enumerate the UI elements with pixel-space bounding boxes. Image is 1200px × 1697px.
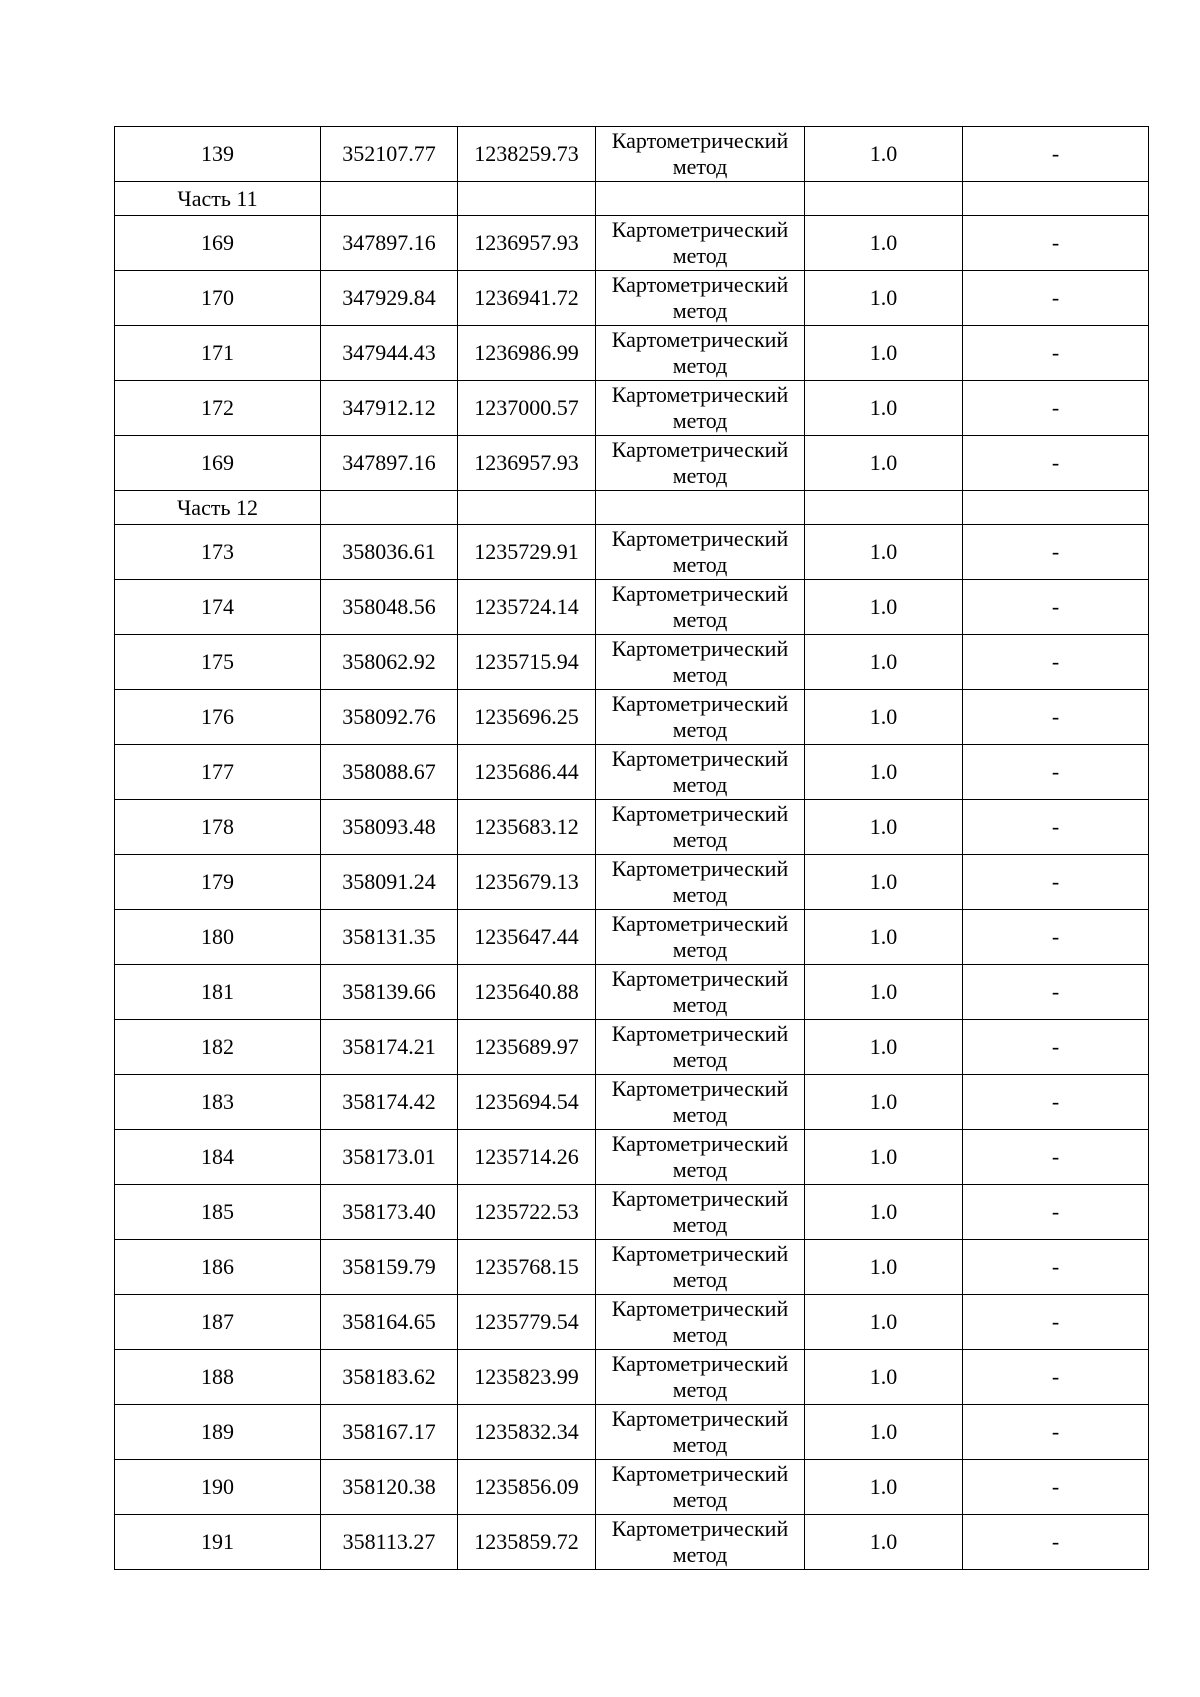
section-header-row — [115, 182, 1149, 216]
method-cell — [596, 381, 805, 436]
method-text-line2: метод — [672, 937, 728, 962]
method-text-line2: метод — [672, 1487, 728, 1512]
note-cell: - — [963, 326, 1149, 381]
table-row — [115, 127, 1149, 182]
y-coordinate-cell: 1235694.54 — [458, 1075, 596, 1130]
table-row — [115, 1130, 1149, 1185]
method-cell — [596, 965, 805, 1020]
point-number-cell: 172 — [115, 381, 321, 436]
method-cell — [596, 635, 805, 690]
accuracy-cell: 1.0 — [805, 436, 963, 491]
note-cell: - — [963, 745, 1149, 800]
accuracy-cell: 1.0 — [805, 635, 963, 690]
y-coordinate-cell: 1236986.99 — [458, 326, 596, 381]
x-coordinate-cell: 358173.01 — [321, 1130, 458, 1185]
method-text-line2: метод — [672, 1322, 728, 1347]
x-coordinate-cell: 358062.92 — [321, 635, 458, 690]
x-coordinate-cell: 358113.27 — [321, 1515, 458, 1570]
table-row — [115, 580, 1149, 635]
accuracy-cell: 1.0 — [805, 216, 963, 271]
method-text-line2: метод — [672, 607, 728, 632]
method-text-line1: Картометрический — [611, 911, 789, 936]
accuracy-cell: 1.0 — [805, 1405, 963, 1460]
point-number-cell: 179 — [115, 855, 321, 910]
method-text-line1: Картометрический — [611, 1241, 789, 1266]
point-number-cell: 187 — [115, 1295, 321, 1350]
point-number-cell: 188 — [115, 1350, 321, 1405]
accuracy-cell: 1.0 — [805, 745, 963, 800]
note-cell: - — [963, 127, 1149, 182]
method-cell — [596, 216, 805, 271]
table-row — [115, 1350, 1149, 1405]
point-number-cell: 175 — [115, 635, 321, 690]
method-cell — [596, 855, 805, 910]
method-text-line1: Картометрический — [611, 636, 789, 661]
section-header-row — [115, 491, 1149, 525]
method-cell — [596, 326, 805, 381]
empty-cell — [321, 182, 458, 216]
point-number-cell: 183 — [115, 1075, 321, 1130]
empty-cell — [321, 491, 458, 525]
method-text-line1: Картометрический — [611, 1076, 789, 1101]
method-cell — [596, 1405, 805, 1460]
method-text-line2: метод — [672, 154, 728, 179]
y-coordinate-cell: 1235689.97 — [458, 1020, 596, 1075]
y-coordinate-cell: 1235768.15 — [458, 1240, 596, 1295]
y-coordinate-cell: 1235729.91 — [458, 525, 596, 580]
accuracy-cell: 1.0 — [805, 271, 963, 326]
accuracy-cell: 1.0 — [805, 690, 963, 745]
empty-cell — [963, 182, 1149, 216]
method-text-line1: Картометрический — [611, 1461, 789, 1486]
method-text-line1: Картометрический — [611, 1351, 789, 1376]
point-number-cell: 182 — [115, 1020, 321, 1075]
table-row — [115, 910, 1149, 965]
method-cell — [596, 1515, 805, 1570]
point-number-cell: 186 — [115, 1240, 321, 1295]
method-text-line2: метод — [672, 1432, 728, 1457]
section-label: Часть 11 — [115, 182, 321, 216]
method-text-line2: метод — [672, 882, 728, 907]
accuracy-cell: 1.0 — [805, 1350, 963, 1405]
table-row — [115, 436, 1149, 491]
y-coordinate-cell: 1236957.93 — [458, 436, 596, 491]
table-row — [115, 745, 1149, 800]
method-text-line1: Картометрический — [611, 1021, 789, 1046]
method-cell — [596, 1130, 805, 1185]
point-number-cell: 177 — [115, 745, 321, 800]
x-coordinate-cell: 347944.43 — [321, 326, 458, 381]
accuracy-cell: 1.0 — [805, 1515, 963, 1570]
y-coordinate-cell: 1235640.88 — [458, 965, 596, 1020]
table-row — [115, 635, 1149, 690]
accuracy-cell: 1.0 — [805, 127, 963, 182]
accuracy-cell: 1.0 — [805, 580, 963, 635]
accuracy-cell: 1.0 — [805, 855, 963, 910]
y-coordinate-cell: 1235714.26 — [458, 1130, 596, 1185]
accuracy-cell: 1.0 — [805, 525, 963, 580]
x-coordinate-cell: 358091.24 — [321, 855, 458, 910]
note-cell: - — [963, 855, 1149, 910]
x-coordinate-cell: 358131.35 — [321, 910, 458, 965]
point-number-cell: 139 — [115, 127, 321, 182]
method-text-line2: метод — [672, 1157, 728, 1182]
accuracy-cell: 1.0 — [805, 326, 963, 381]
method-cell — [596, 1185, 805, 1240]
empty-cell — [458, 182, 596, 216]
accuracy-cell: 1.0 — [805, 1020, 963, 1075]
method-cell — [596, 1240, 805, 1295]
y-coordinate-cell: 1235679.13 — [458, 855, 596, 910]
note-cell: - — [963, 1460, 1149, 1515]
method-text-line2: метод — [672, 353, 728, 378]
note-cell: - — [963, 965, 1149, 1020]
table-row — [115, 1020, 1149, 1075]
accuracy-cell: 1.0 — [805, 381, 963, 436]
x-coordinate-cell: 358139.66 — [321, 965, 458, 1020]
method-cell — [596, 690, 805, 745]
method-text-line1: Картометрический — [611, 1516, 789, 1541]
empty-cell — [805, 182, 963, 216]
method-text-line1: Картометрический — [611, 1406, 789, 1431]
table-row — [115, 690, 1149, 745]
y-coordinate-cell: 1235832.34 — [458, 1405, 596, 1460]
method-cell — [596, 745, 805, 800]
note-cell: - — [963, 216, 1149, 271]
x-coordinate-cell: 352107.77 — [321, 127, 458, 182]
point-number-cell: 190 — [115, 1460, 321, 1515]
method-cell — [596, 1295, 805, 1350]
note-cell: - — [963, 580, 1149, 635]
x-coordinate-cell: 347897.16 — [321, 216, 458, 271]
method-cell — [596, 580, 805, 635]
empty-cell — [805, 491, 963, 525]
x-coordinate-cell: 358164.65 — [321, 1295, 458, 1350]
x-coordinate-cell: 358174.21 — [321, 1020, 458, 1075]
empty-cell — [458, 491, 596, 525]
accuracy-cell: 1.0 — [805, 1295, 963, 1350]
point-number-cell: 169 — [115, 436, 321, 491]
method-text-line1: Картометрический — [611, 856, 789, 881]
method-text-line2: метод — [672, 1047, 728, 1072]
table-row — [115, 1405, 1149, 1460]
method-cell — [596, 1020, 805, 1075]
method-cell — [596, 1075, 805, 1130]
method-text-line1: Картометрический — [611, 526, 789, 551]
note-cell: - — [963, 910, 1149, 965]
method-text-line1: Картометрический — [611, 801, 789, 826]
method-text-line1: Картометрический — [611, 746, 789, 771]
x-coordinate-cell: 358036.61 — [321, 525, 458, 580]
accuracy-cell: 1.0 — [805, 1130, 963, 1185]
table-row — [115, 216, 1149, 271]
note-cell: - — [963, 690, 1149, 745]
method-text-line1: Картометрический — [611, 1296, 789, 1321]
y-coordinate-cell: 1235859.72 — [458, 1515, 596, 1570]
method-text-line1: Картометрический — [611, 966, 789, 991]
x-coordinate-cell: 358173.40 — [321, 1185, 458, 1240]
method-text-line1: Картометрический — [611, 382, 789, 407]
accuracy-cell: 1.0 — [805, 1075, 963, 1130]
method-cell — [596, 271, 805, 326]
point-number-cell: 185 — [115, 1185, 321, 1240]
method-text-line1: Картометрический — [611, 1186, 789, 1211]
method-text-line2: метод — [672, 1267, 728, 1292]
method-text-line2: метод — [672, 1542, 728, 1567]
section-label: Часть 12 — [115, 491, 321, 525]
note-cell: - — [963, 1130, 1149, 1185]
y-coordinate-cell: 1235647.44 — [458, 910, 596, 965]
method-text-line1: Картометрический — [611, 128, 789, 153]
y-coordinate-cell: 1235683.12 — [458, 800, 596, 855]
note-cell: - — [963, 800, 1149, 855]
point-number-cell: 169 — [115, 216, 321, 271]
empty-cell — [596, 182, 805, 216]
y-coordinate-cell: 1235823.99 — [458, 1350, 596, 1405]
point-number-cell: 174 — [115, 580, 321, 635]
table-row — [115, 1460, 1149, 1515]
coordinates-table — [114, 126, 1149, 1570]
accuracy-cell: 1.0 — [805, 965, 963, 1020]
table-row — [115, 1185, 1149, 1240]
method-text-line2: метод — [672, 1212, 728, 1237]
note-cell: - — [963, 1075, 1149, 1130]
x-coordinate-cell: 347897.16 — [321, 436, 458, 491]
method-text-line1: Картометрический — [611, 581, 789, 606]
method-text-line2: метод — [672, 408, 728, 433]
method-text-line2: метод — [672, 1102, 728, 1127]
method-cell — [596, 436, 805, 491]
method-cell — [596, 800, 805, 855]
method-text-line2: метод — [672, 717, 728, 742]
method-cell — [596, 127, 805, 182]
y-coordinate-cell: 1235686.44 — [458, 745, 596, 800]
x-coordinate-cell: 358048.56 — [321, 580, 458, 635]
note-cell: - — [963, 635, 1149, 690]
x-coordinate-cell: 358093.48 — [321, 800, 458, 855]
y-coordinate-cell: 1236941.72 — [458, 271, 596, 326]
method-cell — [596, 1350, 805, 1405]
point-number-cell: 170 — [115, 271, 321, 326]
y-coordinate-cell: 1235724.14 — [458, 580, 596, 635]
table-row — [115, 800, 1149, 855]
table-row — [115, 965, 1149, 1020]
table-row — [115, 1240, 1149, 1295]
x-coordinate-cell: 358088.67 — [321, 745, 458, 800]
y-coordinate-cell: 1235696.25 — [458, 690, 596, 745]
coordinates-table-body — [115, 127, 1149, 1570]
x-coordinate-cell: 347912.12 — [321, 381, 458, 436]
note-cell: - — [963, 1295, 1149, 1350]
method-cell — [596, 525, 805, 580]
x-coordinate-cell: 358092.76 — [321, 690, 458, 745]
note-cell: - — [963, 436, 1149, 491]
note-cell: - — [963, 381, 1149, 436]
table-row — [115, 271, 1149, 326]
x-coordinate-cell: 358120.38 — [321, 1460, 458, 1515]
method-cell — [596, 1460, 805, 1515]
method-text-line1: Картометрический — [611, 327, 789, 352]
point-number-cell: 189 — [115, 1405, 321, 1460]
method-text-line1: Картометрический — [611, 437, 789, 462]
table-row — [115, 1515, 1149, 1570]
y-coordinate-cell: 1236957.93 — [458, 216, 596, 271]
note-cell: - — [963, 1240, 1149, 1295]
y-coordinate-cell: 1235856.09 — [458, 1460, 596, 1515]
x-coordinate-cell: 358159.79 — [321, 1240, 458, 1295]
note-cell: - — [963, 1405, 1149, 1460]
table-row — [115, 326, 1149, 381]
empty-cell — [963, 491, 1149, 525]
method-text-line1: Картометрический — [611, 1131, 789, 1156]
accuracy-cell: 1.0 — [805, 1185, 963, 1240]
note-cell: - — [963, 1350, 1149, 1405]
x-coordinate-cell: 347929.84 — [321, 271, 458, 326]
point-number-cell: 176 — [115, 690, 321, 745]
method-text-line2: метод — [672, 992, 728, 1017]
note-cell: - — [963, 1185, 1149, 1240]
point-number-cell: 184 — [115, 1130, 321, 1185]
y-coordinate-cell: 1235722.53 — [458, 1185, 596, 1240]
y-coordinate-cell: 1237000.57 — [458, 381, 596, 436]
point-number-cell: 178 — [115, 800, 321, 855]
table-row — [115, 1075, 1149, 1130]
accuracy-cell: 1.0 — [805, 910, 963, 965]
method-text-line2: метод — [672, 552, 728, 577]
method-text-line1: Картометрический — [611, 272, 789, 297]
note-cell: - — [963, 1515, 1149, 1570]
method-text-line2: метод — [672, 827, 728, 852]
point-number-cell: 191 — [115, 1515, 321, 1570]
note-cell: - — [963, 525, 1149, 580]
y-coordinate-cell: 1235779.54 — [458, 1295, 596, 1350]
empty-cell — [596, 491, 805, 525]
point-number-cell: 181 — [115, 965, 321, 1020]
point-number-cell: 180 — [115, 910, 321, 965]
table-row — [115, 1295, 1149, 1350]
table-row — [115, 381, 1149, 436]
y-coordinate-cell: 1235715.94 — [458, 635, 596, 690]
table-row — [115, 525, 1149, 580]
x-coordinate-cell: 358183.62 — [321, 1350, 458, 1405]
point-number-cell: 171 — [115, 326, 321, 381]
method-text-line2: метод — [672, 1377, 728, 1402]
accuracy-cell: 1.0 — [805, 800, 963, 855]
accuracy-cell: 1.0 — [805, 1240, 963, 1295]
x-coordinate-cell: 358174.42 — [321, 1075, 458, 1130]
method-text-line1: Картометрический — [611, 691, 789, 716]
point-number-cell: 173 — [115, 525, 321, 580]
y-coordinate-cell: 1238259.73 — [458, 127, 596, 182]
method-text-line2: метод — [672, 243, 728, 268]
method-text-line2: метод — [672, 662, 728, 687]
method-cell — [596, 910, 805, 965]
method-text-line2: метод — [672, 298, 728, 323]
method-text-line2: метод — [672, 463, 728, 488]
note-cell: - — [963, 271, 1149, 326]
table-row — [115, 855, 1149, 910]
accuracy-cell: 1.0 — [805, 1460, 963, 1515]
method-text-line1: Картометрический — [611, 217, 789, 242]
method-text-line2: метод — [672, 772, 728, 797]
x-coordinate-cell: 358167.17 — [321, 1405, 458, 1460]
note-cell: - — [963, 1020, 1149, 1075]
